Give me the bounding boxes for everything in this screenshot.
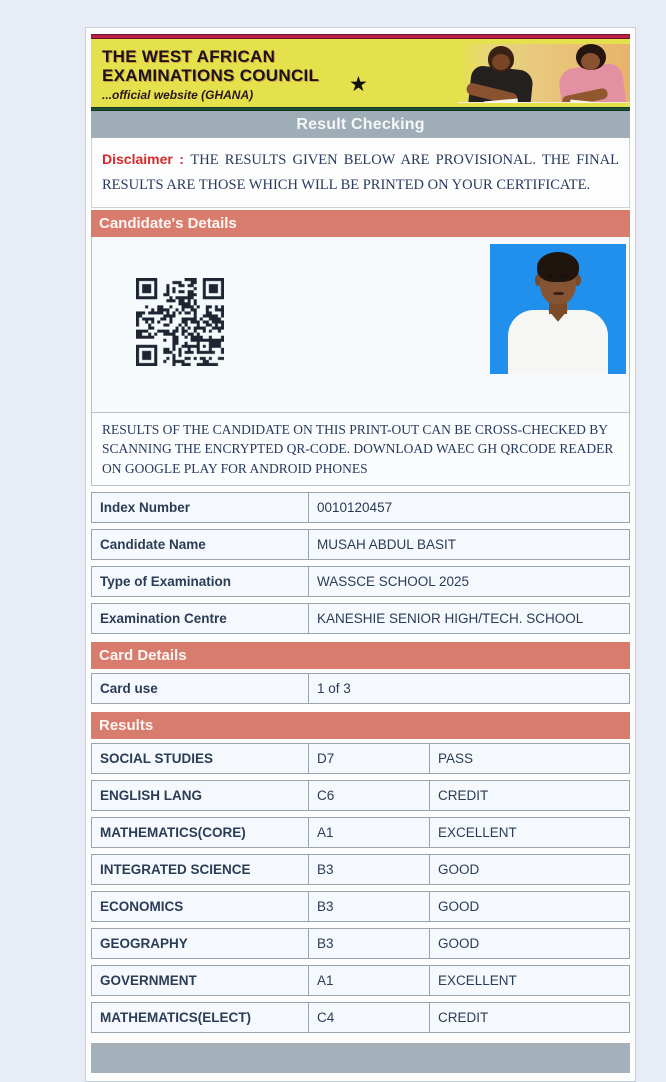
table-row bbox=[91, 673, 630, 704]
subject-cell: INTEGRATED SCIENCE bbox=[91, 854, 309, 885]
remark-cell: EXCELLENT bbox=[430, 817, 630, 848]
row-value: KANESHIE SENIOR HIGH/TECH. SCHOOL bbox=[309, 603, 630, 634]
qr-note: RESULTS OF THE CANDIDATE ON THIS PRINT-OUT CAN BE CROSS-CHECKED BY SCANNING THE ENCRYPTED QR-CODE. DOWNLOAD WAEC GH QRCODE READER ON GOOGLE PLAY FOR ANDROID PHONES bbox=[91, 413, 630, 487]
row-label: Card use bbox=[91, 673, 309, 704]
row-label: Type of Examination bbox=[91, 566, 309, 597]
section-results: Results bbox=[91, 712, 630, 739]
grade-cell: C6 bbox=[309, 780, 430, 811]
result-row bbox=[91, 743, 630, 774]
remark-cell: CREDIT bbox=[430, 1002, 630, 1033]
result-row bbox=[91, 817, 630, 848]
remark-cell: GOOD bbox=[430, 854, 630, 885]
row-value: WASSCE SCHOOL 2025 bbox=[309, 566, 630, 597]
row-value: 0010120457 bbox=[309, 492, 630, 523]
waec-logo-text bbox=[102, 47, 319, 102]
remark-cell: PASS bbox=[430, 743, 630, 774]
row-label: Candidate Name bbox=[91, 529, 309, 560]
grade-cell: D7 bbox=[309, 743, 430, 774]
result-row bbox=[91, 780, 630, 811]
candidate-details-table bbox=[91, 486, 630, 640]
disclaimer-label: Disclaimer bbox=[102, 151, 173, 167]
row-label: Index Number bbox=[91, 492, 309, 523]
row-label: Examination Centre bbox=[91, 603, 309, 634]
grade-cell: B3 bbox=[309, 891, 430, 922]
identity-row bbox=[91, 237, 630, 413]
table-row bbox=[91, 603, 630, 634]
remark-cell: EXCELLENT bbox=[430, 965, 630, 996]
subject-cell: ENGLISH LANG bbox=[91, 780, 309, 811]
star-icon: ★ bbox=[349, 73, 368, 96]
waec-banner bbox=[91, 34, 630, 111]
remark-cell: GOOD bbox=[430, 928, 630, 959]
disclaimer-text bbox=[91, 138, 630, 208]
org-name-line1: THE WEST AFRICAN bbox=[102, 47, 276, 66]
row-value: 1 of 3 bbox=[309, 673, 630, 704]
result-row bbox=[91, 1002, 630, 1033]
subject-cell: GEOGRAPHY bbox=[91, 928, 309, 959]
table-row bbox=[91, 529, 630, 560]
remark-cell: CREDIT bbox=[430, 780, 630, 811]
candidate-photo bbox=[490, 244, 626, 374]
footer-bar bbox=[91, 1043, 630, 1073]
section-candidate-details: Candidate's Details bbox=[91, 210, 630, 237]
result-card bbox=[85, 27, 636, 1082]
card-details-table bbox=[91, 667, 630, 710]
remark-cell: GOOD bbox=[430, 891, 630, 922]
grade-cell: B3 bbox=[309, 854, 430, 885]
subject-cell: GOVERNMENT bbox=[91, 965, 309, 996]
org-tagline: ...official website (GHANA) bbox=[102, 88, 254, 102]
result-row bbox=[91, 891, 630, 922]
students-photo bbox=[458, 44, 630, 103]
subject-cell: MATHEMATICS(CORE) bbox=[91, 817, 309, 848]
result-row bbox=[91, 928, 630, 959]
disclaimer-separator: : bbox=[172, 151, 191, 167]
result-row bbox=[91, 854, 630, 885]
banner-body bbox=[91, 39, 630, 107]
grade-cell: A1 bbox=[309, 965, 430, 996]
banner-green-strip bbox=[91, 107, 630, 111]
qr-code bbox=[136, 278, 224, 366]
page-title: Result Checking bbox=[91, 111, 630, 138]
grade-cell: A1 bbox=[309, 817, 430, 848]
section-card-details: Card Details bbox=[91, 642, 630, 669]
table-row bbox=[91, 492, 630, 523]
subject-cell: SOCIAL STUDIES bbox=[91, 743, 309, 774]
table-row bbox=[91, 566, 630, 597]
subject-cell: MATHEMATICS(ELECT) bbox=[91, 1002, 309, 1033]
row-value: MUSAH ABDUL BASIT bbox=[309, 529, 630, 560]
grade-cell: C4 bbox=[309, 1002, 430, 1033]
grade-cell: B3 bbox=[309, 928, 430, 959]
org-name-line2: EXAMINATIONS COUNCIL bbox=[102, 66, 320, 85]
disclaimer-body: THE RESULTS GIVEN BELOW ARE PROVISIONAL. THE FINAL RESULTS ARE THOSE WHICH WILL BE PRINTED ON YOUR CERTIFICATE. bbox=[102, 152, 619, 194]
results-table bbox=[91, 737, 630, 1039]
subject-cell: ECONOMICS bbox=[91, 891, 309, 922]
result-row bbox=[91, 965, 630, 996]
